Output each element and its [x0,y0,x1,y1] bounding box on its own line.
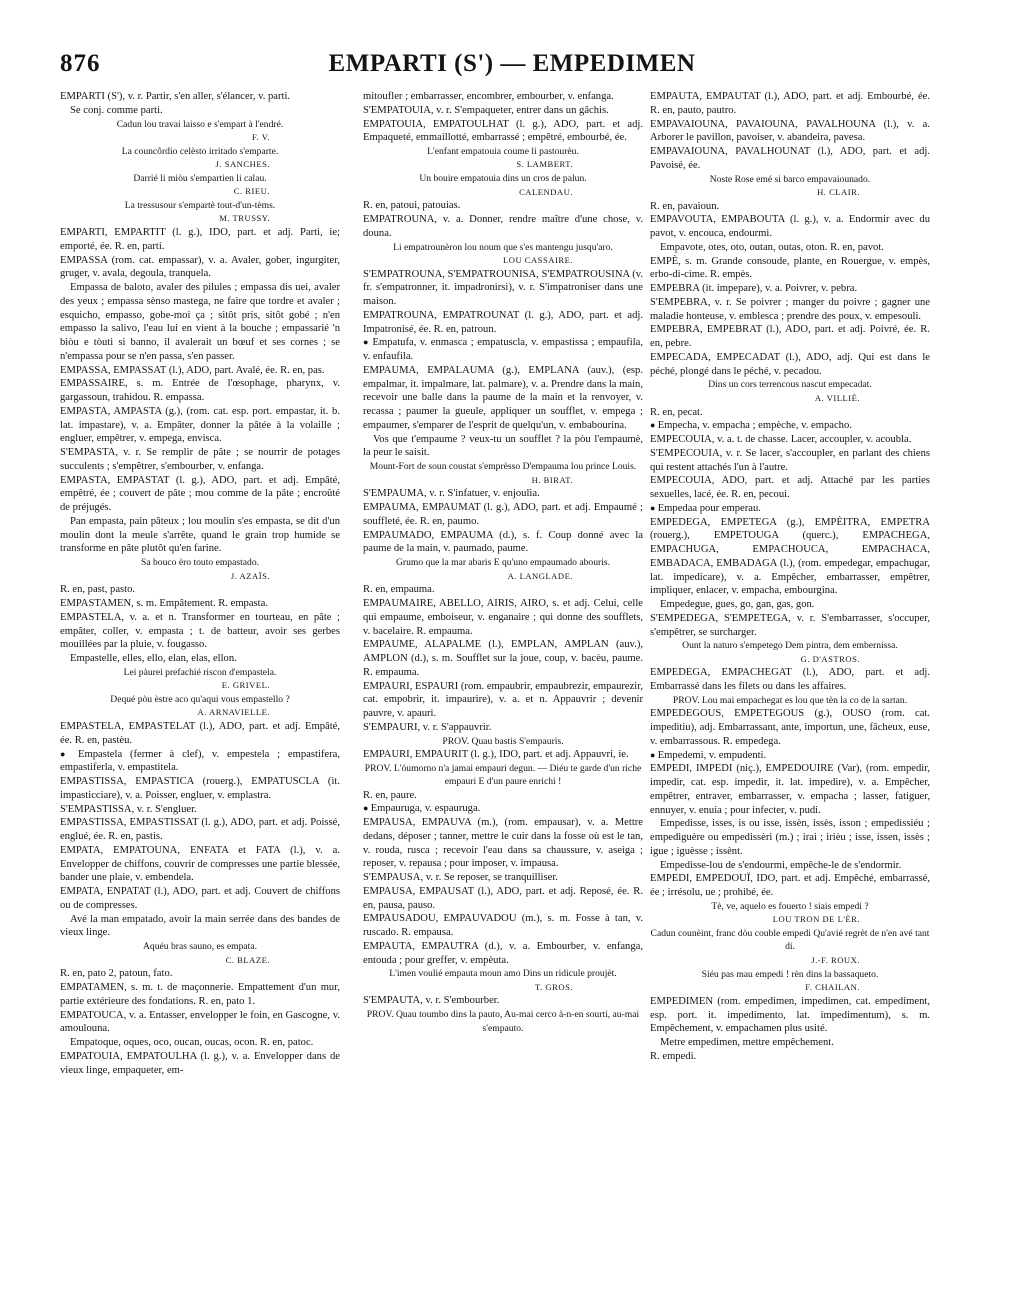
dictionary-entry: EMPATROUNA, v. a. Donner, rendre maître d'une chose, v. douna. [363,214,643,239]
dictionary-column-3 [650,90,930,1064]
dictionary-entry: EMPECADA, EMPECADAT (l.), ADO, adj. Qui est dans le péché, plongé dans le péché, v. pecadou. [650,351,930,377]
dictionary-entry: Se conj. comme parti. [70,104,163,116]
dictionary-entry: EMPEDEGA, EMPETEGA (g.), EMPÈITRA, EMPETRA (rouerg.), EMPETOUGA (querc.), EMPACHEGA, EMPACHUGA, EMPACHOUCA, EMPACHACA, EMBADACA, EMBADAGA (l.), (rom. empedegar, empachugar, lat. impedicare), v. a. Empêcher, embarrasser, empêtrer, impliquer, enlacer, v. empacha, embourgina. [650,516,930,597]
dictionary-entry: EMPEDIMEN (rom. empedimen, impedimen, cat. empediment, esp. port. it. impedimento, lat. impedimentum), s. m. Empêchement, v. empachamen plus usité. [650,995,930,1035]
dictionary-entry: EMPASTA, AMPASTA (g.), (rom. cat. esp. port. empastar, it. b. lat. impastare), v. a. Empâter, donner la pâtée à la volaille ; engluer, empêtrer, v. empega, envisca. [60,405,340,445]
dictionary-entry: ● Empatufa, v. enmasca ; empatuscla, v. empastissa ; empaufila, v. enfaufila. [363,336,643,364]
dictionary-entry: Metre empedimen, mettre empêchement. [660,1037,834,1048]
dictionary-entry: Empedisse, isses, is ou isse, issèn, issès, isson ; empedissiéu ; empediguère ou empedissèri (m.) ; irai ; irièu ; isse, issen, issès ; igue ; iguèsse ; issènt. [650,818,930,857]
dictionary-entry: EMPAUTA, EMPAUTAT (l.), ADO, part. et adj. Embourbé, ée. R. en, pauto, pautro. [650,91,930,116]
quotation: Grumo que la mar abaris E qu'uno empaumado abouris. [395,557,611,569]
dictionary-entry: R. empedi. [650,1050,697,1062]
dictionary-entry: R. en, pato 2, patoun, fato. [60,968,173,980]
dictionary-entry: EMPATOUIA, EMPATOULHAT (l. g.), ADO, part. et adj. Empaqueté, emmaillotté, embarrassé ; empêtré, embourbé, ée. [363,118,643,144]
dictionary-entry: Vos que t'empaume ? veux-tu un soufflet ? la pòu l'empaumè, la peur le saisit. [363,433,643,459]
dictionary-column-1 [60,90,340,1077]
dictionary-entry: Empatoque, oques, oco, oucan, oucas, ocon. R. en, patoc. [70,1037,314,1048]
dictionary-entry: EMPASTAMEN, s. m. Empâtement. R. empasta. [60,598,268,610]
dictionary-entry: R. en, empauma. [363,584,435,596]
dictionary-entry: S'EMPAUMA, v. r. S'infatuer, v. enjoulia. [363,488,540,500]
attribution: A. VILLIÉ. [814,392,860,403]
dictionary-entry: Pan empasta, pain pâteux ; lou moulin s'es empasta, se dit d'un moulin dont la meule s'arrête, quand le grain trop humide se transforme en pâte plutôt qu'en farine. [60,515,340,555]
quotation: Li empatrounèron lou noum que s'es mantengu jusqu'aro. [393,241,613,253]
dictionary-entry: Empastelle, elles, ello, elan, elas, ellon. [70,653,237,665]
dictionary-entry: ● Empedemi, v. empudenti. [650,749,930,763]
attribution: T. GROS. [535,981,573,992]
dictionary-entry: EMPATA, EMPATOUNA, ENFATA et FATA (l.), v. a. Envelopper de chiffons, couvrir de compresses une partie blessée, bander une plaie, v. embendela. [60,844,340,884]
quotation: Lei pàurei prefachié riscon d'empastela. [123,666,277,678]
dictionary-entry: EMPAURI, EMPAURIT (l. g.), IDO, part. et adj. Appauvri, ie. [363,748,629,760]
page-number: 876 [60,50,101,77]
quotation: La tressusour s'empartè tout-d'un-tèms. [124,199,276,211]
quotation: Tè, ve, aquelo es fouerto ! siais empedi ? [711,900,869,912]
quotation: Aquéu bras sauno, es empata. [142,941,258,953]
dictionary-entry: EMPAUMAIRE, ABELLO, AIRIS, AIRO, s. et adj. Celui, celle qui empaume, emboiseur, v. enganaire ; qui donne des soufflets, v. bacelaire. R. empauma. [363,598,643,637]
dictionary-entry: EMPAUSA, EMPAUSAT (l.), ADO, part. et adj. Reposé, ée. R. en, pausa, pauso. [363,885,643,911]
dictionary-entry: EMPEBRA, EMPEBRAT (l.), ADO, part. et adj. Poivré, ée. R. en, pebre. [650,324,930,350]
dictionary-entry: EMPÈ, s. m. Grande consoude, plante, en Rouergue, v. empès, erbo-di-cime. R. empès. [650,255,930,281]
dictionary-entry: EMPAVAIOUNA, PAVAIOUNA, PAVALHOUNA (l.), v. a. Arborer le pavillon, pavoiser, v. abandeira, pavesa. [650,118,930,144]
dictionary-entry: EMPAUSADOU, EMPAUVADOU (m.), s. m. Fosse à tan, v. ruscado. R. empausa. [363,913,643,938]
quotation: Darrié li miòu s'empartien li calau. [133,172,267,184]
dictionary-entry: Empedisse-lou de s'endourmi, empêche-le de s'endormir. [660,859,902,871]
dictionary-entry: EMPASTA, EMPASTAT (l. g.), ADO, part. et adj. Empâté, empêtré, ée ; couvert de pâte ; mou comme de la pâte ; encroûté de préjugés. [60,474,340,514]
quotation: PROV. Lou mai empachegat es lou que tèn la co de la sartan. [672,694,908,706]
dictionary-entry: EMPEDI, IMPEDI (niç.), EMPEDOUIRE (Var), (rom. empedir, impedir, cat. esp. impedir, it. lat. impedire), v. a. Empêcher, empêtrer, entraver, embarrasser, v. empacha ; lasser, fatiguer, ennuyer, v. enuia ; pour infecter, v. pudi. [650,763,930,816]
dictionary-entry: EMPASSA (rom. cat. empassar), v. a. Avaler, gober, ingurgiter, gruger, v. avala, degoula, tranquela. [60,254,340,280]
dictionary-entry: S'EMPASTA, v. r. Se remplir de pâte ; se nourrir de potages succulents ; s'empêtrer, s'embourber, v. enfanga. [60,447,340,472]
dictionary-entry: R. en, past, pasto. [60,584,136,596]
dictionary-entry: EMPARTI, EMPARTIT (l. g.), IDO, part. et adj. Parti, ie; emporté, ée. R. en, parti. [60,227,340,252]
dictionary-entry: S'EMPAUTA, v. r. S'embourber. [363,995,500,1007]
attribution: C. BLAZE. [225,954,270,965]
dictionary-entry: EMPAVOUTA, EMPABOUTA (l. g.), v. a. Endormir avec du pavot, v. encouca, endourmi. [650,214,930,240]
quotation: Dins un cors terrencous nascut empecadat. [708,379,872,391]
dictionary-entry: mitoufler ; embarrasser, encombrer, embourber, v. enfanga. [363,91,614,102]
dictionary-entry: EMPASTISSA, EMPASTICA (rouerg.), EMPATUSCLA (it. impasticciare), v. a. Poisser, engluer, v. emplastra. [60,776,340,801]
dictionary-entry: Empavote, otes, oto, outan, outas, oton. R. en, pavot. [660,241,884,253]
dictionary-entry: EMPECOUIA, ADO, part. et adj. Attaché par les parties sexuelles, lacé, ée. R. en, pecoui. [650,475,930,501]
dictionary-entry: EMPATROUNA, EMPATROUNAT (l. g.), ADO, part. et adj. Impatronisé, ée. R. en, patroun. [363,309,643,335]
attribution: CALENDAU. [519,186,573,197]
dictionary-entry: EMPEDI, EMPEDOUÏ, IDO, part. et adj. Empêché, embarrassé, ée ; irrésolu, ue ; prohibé, ée. [650,873,930,899]
attribution: G. D'ASTROS. [800,653,860,664]
quotation: PROV. L'óumorno n'a jamai empauri degun. — Diéu te garde d'un riche empauri E d'un paure enrichi ! [364,762,642,788]
dictionary-entry: S'EMPECOUIA, v. r. Se lacer, s'accoupler, en parlant des chiens qui restent attachés l'un à l'autre. [650,447,930,473]
dictionary-entry: S'EMPEDEGA, S'EMPETEGA, v. r. S'embarrasser, s'occuper, s'empêtrer, se surcharger. [650,612,930,638]
quotation: L'imen voulié empauta moun amo Dins un ridicule proujèt. [389,968,617,980]
dictionary-entry: EMPAUMA, EMPALAUMA (g.), EMPLANA (auv.), (esp. empalmar, it. impalmare, lat. palmare), v. a. Prendre dans la main, recevoir une balle dans la paume de la main et la renvoyer, v. recassa ; paumer la gueule, appliquer un soufflet, v. empega ; empaumer, s'emparer de l'esprit de quelqu'un, v. embabourina. [363,364,643,431]
dictionary-entry: EMPEDEGA, EMPACHEGAT (l.), ADO, part. et adj. Embarrassé dans les filets ou dans les affaires. [650,667,930,693]
quotation: Cadun counèint, franc dòu couble empedi Qu'avié regrèt de n'en avé tant di. [650,928,930,953]
dictionary-entry: R. en, pecat. [650,406,703,418]
attribution: J.-F. ROUX. [811,954,860,965]
quotation: Noste Rose emé si barco empavaiounado. [709,173,871,185]
dictionary-entry: EMPAUTA, EMPAUTRA (d.), v. a. Embourber, v. enfanga, entouda ; pour greffer, v. empèuta. [363,940,643,966]
quotation: Siéu pas mau empedi ! rèn dins la bassaqueto. [701,968,879,980]
attribution: H. BIRAT. [531,474,573,485]
dictionary-entry: EMPASTISSA, EMPASTISSAT (l. g.), ADO, part. et adj. Poissé, englué, ée. R. en, pastis. [60,817,340,843]
attribution: C. RIEU. [233,186,270,197]
attribution: S. LAMBERT. [516,159,573,170]
quotation: Sa bouco èro touto empastado. [140,557,260,569]
quotation: La councôrdio celèsto irritado s'emparte. [121,145,279,157]
dictionary-entry: ● Empedaa pour emperau. [650,502,930,516]
attribution: M. TRUSSY. [219,213,270,224]
quotation: PROV. Quau toumbo dins la pauto, Au-mai cerco à-n-en sourti, au-mai s'empauto. [366,1009,640,1034]
dictionary-entry: EMPEDEGOUS, EMPETEGOUS (g.), OUSO (rom. cat. impeditiu), adj. Embarrassant, ante, importun, une, fâcheux, euse, v. embarrassous. R. empedega. [650,708,930,747]
dictionary-entry: EMPAUMADO, EMPAUMA (d.), s. f. Coup donné avec la paume de la main, v. paumado, paume. [363,529,643,555]
dictionary-entry: S'EMPATOUIA, v. r. S'empaqueter, entrer dans un gâchis. [363,104,609,116]
attribution: F. CHAILAN. [805,982,860,992]
dictionary-entry: EMPASTELA, EMPASTELAT (l.), ADO, part. et adj. Empâté, ée. R. en, pastèu. [60,721,340,746]
dictionary-entry: ● Empastela (fermer à clef), v. empestela ; empastifera, empastiferla, v. empastitela. [60,748,340,776]
attribution: LOU CASSAIRE. [502,254,573,265]
dictionary-entry: EMPAUMA, EMPAUMAT (l. g.), ADO, part. et adj. Empaumé ; souffleté, ée. R. en, paumo. [363,502,643,527]
dictionary-entry: EMPASSAIRE, s. m. Entrée de l'œsophage, pharynx, v. gargassoun, trahidou. R. empassa. [60,378,340,404]
dictionary-entry: EMPATAMEN, s. m. t. de maçonnerie. Empattement d'un mur, partie extérieure des fondations. R. en, pato 1. [60,982,340,1007]
running-head: EMPARTI (S') — EMPEDIMEN [328,50,696,77]
dictionary-entry: EMPEBRA (it. impepare), v. a. Poivrer, v. pebra. [650,283,858,295]
dictionary-entry: R. en, pavaioun. [650,200,720,212]
dictionary-entry: R. en, paure. [363,789,417,801]
attribution: A. ARNAVIELLE. [197,707,270,718]
dictionary-column-2 [363,90,643,1035]
quotation: Ount la naturo s'empetego Dem pintra, dem embernissa. [682,640,898,652]
dictionary-entry: EMPECOUIA, v. a. t. de chasse. Lacer, accoupler, v. acoubla. [650,434,912,446]
quotation: Dequé pòu èstre aco qu'aqui vous empastello ? [110,693,290,705]
dictionary-entry: EMPATOUCA, v. a. Entasser, envelopper le foin, en Gascogne, v. amoulouna. [60,1009,340,1035]
attribution: E. GRIVEL. [221,680,270,691]
dictionary-entry: S'EMPATROUNA, S'EMPATROUNISA, S'EMPATROUSINA (v. fr. s'empatronner, it. impadronirsi), v. r. S'impatroniser dans une maison. [363,268,643,308]
dictionary-entry: EMPAVAIOUNA, PAVALHOUNAT (l.), ADO, part. et adj. Pavoisé, ée. [650,146,930,171]
dictionary-entry: EMPAUME, ALAPALME (l.), EMPLAN, AMPLAN (auv.), AMPLON (d.), s. m. Soufflet sur la joue, coup, v. bacèu, paume. R. empauma. [363,639,643,678]
quotation: Cadun lou travai laisso e s'empart à l'endré. [116,118,284,130]
quotation: Un bouire empatouia dins un cros de palun. [419,173,587,185]
attribution: H. CLAIR. [817,186,860,197]
dictionary-entry: ● Empecha, v. empacha ; empèche, v. empacho. [650,419,930,433]
attribution: A. LANGLADE. [507,570,573,581]
attribution: F. V. [252,131,270,142]
quotation: Mount-Fort de soun coustat s'emprèsso D'empauma lou prince Louis. [369,461,637,473]
dictionary-entry: EMPATOUIA, EMPATOULHA (l. g.), v. a. Envelopper dans de vieux linge, empaqueter, em- [60,1050,340,1076]
dictionary-entry: ● Empauruga, v. espauruga. [363,802,643,816]
dictionary-entry: S'EMPEBRA, v. r. Se poivrer ; manger du poivre ; gagner une maladie honteuse, v. emblesca ; prendre des poux, v. empesouli. [650,296,930,322]
dictionary-entry: EMPASSA, EMPASSAT (l.), ADO, part. Avalé, ée. R. en, pas. [60,364,325,376]
dictionary-entry: R. en, patoui, patouias. [363,200,461,212]
dictionary-entry: S'EMPASTISSA, v. r. S'engluer. [60,803,197,815]
attribution: J. AZAÏS. [230,570,270,581]
dictionary-entry: Avé la man empatado, avoir la main serrée dans des bandes de vieux linge. [60,913,340,939]
dictionary-entry: EMPASTELA, v. a. et n. Transformer en tourteau, en pâte ; empâter, coller, v. empasta ; t. de batteur, avoir ses gerbes mouillées par la pluie, v. fougasso. [60,611,340,651]
dictionary-entry: EMPAURI, ESPAURI (rom. empaubrir, empaubrezir, empaurezir, cat. empobrir, it. impaurire), v. a. et n. Appauvrir ; devenir pauvre, v. apauri. [363,680,643,720]
dictionary-entry: EMPARTI (S'), v. r. Partir, s'en aller, s'élancer, v. parti. [60,91,291,102]
attribution: J. SANCHES. [215,159,270,170]
dictionary-entry: Empedegue, gues, go, gan, gas, gon. [660,599,815,611]
dictionary-entry: S'EMPAUSA, v. r. Se reposer, se tranquilliser. [363,872,558,883]
dictionary-entry: EMPAUSA, EMPAUVA (m.), (rom. empausar), v. a. Mettre dedans, déposer ; tanner, mettre le cuir dans la fosse où est le tan, v. rouda, rusca ; recevoir l'eau dans sa chaussure, v. aseiga ; reposer, v. repausa ; pour imposer, v. impausa. [363,817,643,870]
dictionary-entry: S'EMPAURI, v. r. S'appauvrir. [363,721,492,733]
quotation: PROV. Quau bastis S'empauris. [442,735,564,747]
dictionary-entry: Empassa de baloto, avaler des pilules ; empassa dis uei, avaler des yeux ; empassa sènso mastega, ne faire que tordre et avaler ; esquicho, empasso, gobe-moi ça ; sitôt pris, sitôt gobé ; n'en empasso la salivo, l'eau lui en vient à la bouche ; empassarié 'n biòu e tòuti si banno, il avalerait un bœuf et ses cornes ; se n'empassa pour se n'en passa, s'en passer. [60,282,340,362]
dictionary-entry: EMPATA, ENPATAT (l.), ADO, part. et adj. Couvert de chiffons ou de compresses. [60,886,340,911]
attribution: LOU TRON DE L'ÈR. [772,914,860,925]
quotation: L'enfant empatouia coume li pastourèu. [427,146,579,157]
